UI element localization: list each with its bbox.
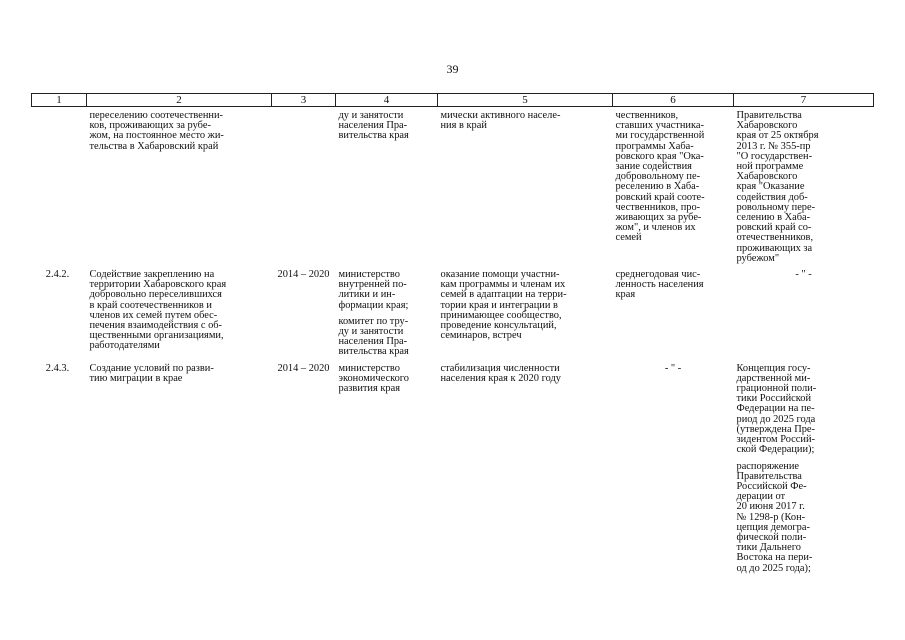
cell-text-line: семей в адаптации на терри-: [440, 289, 567, 301]
table-cell: [336, 107, 438, 265]
cell-paragraph: [90, 111, 269, 152]
table-cell: [87, 358, 272, 574]
table-cell: [438, 107, 613, 265]
cell-text-line: Создание условий по разви-: [89, 362, 214, 374]
cell-text-line: грационной поли-: [736, 383, 817, 395]
cell-text-line: ровский край сооте-: [615, 191, 705, 203]
cell-paragraph: [339, 270, 435, 311]
cell-text-line: населения Пра-: [338, 336, 408, 348]
cell-paragraph: [90, 270, 269, 352]
cell-text-line: министерство: [338, 269, 400, 281]
cell-text-line: края "Оказание: [736, 181, 805, 193]
table-cell: [336, 358, 438, 574]
cell-text-line: - " -: [664, 362, 682, 374]
cell-paragraph: [737, 462, 871, 574]
cell-text-line: министерство: [338, 362, 400, 374]
cell-text-line: № 1298-р (Кон-: [736, 511, 806, 523]
cell-text-line: ставших участника-: [615, 120, 704, 132]
cell-text-line: цепция демогра-: [736, 521, 810, 533]
table-cell: [613, 264, 734, 358]
cell-text-line: края от 25 октября: [736, 130, 819, 142]
cell-text-line: Правительства: [736, 470, 802, 482]
table-cell: [32, 358, 87, 574]
table-cell: [87, 264, 272, 358]
cell-text-line: ду и занятости: [338, 326, 404, 338]
cell-text-line: Востока на пери-: [736, 552, 813, 564]
cell-text-line: ми государственной: [615, 130, 705, 142]
cell-paragraph: [616, 270, 731, 301]
cell-text-line: семинаров, встреч: [440, 330, 522, 342]
cell-text-line: - " -: [795, 269, 812, 281]
cell-text-line: ния в край: [440, 120, 487, 132]
table-cell: [32, 264, 87, 358]
cell-text-line: Хабаровского: [736, 171, 798, 183]
cell-text-line: жом, на постоянное место жи-: [89, 130, 224, 142]
table-cell: [272, 107, 336, 265]
cell-text-line: добровольному пе-: [615, 171, 701, 183]
cell-text: 2014 – 2020: [277, 269, 330, 281]
cell-paragraph: [737, 364, 871, 456]
cell-text-line: населения Пра-: [338, 120, 408, 132]
column-header: 3: [272, 94, 336, 107]
header-row: [32, 94, 874, 107]
cell-text-line: тики Российской: [736, 393, 812, 405]
cell-text-line: дерации от: [736, 491, 786, 503]
cell-text-line: селению в Хаба-: [736, 212, 811, 224]
table-cell: [272, 358, 336, 574]
cell-text-line: Концепция госу-: [736, 362, 811, 374]
cell-text-line: ков, проживающих за рубе-: [89, 120, 211, 132]
table-row: [32, 107, 874, 265]
cell-text-line: формации края;: [338, 299, 409, 311]
cell-text-line: отечественников,: [736, 232, 814, 244]
cell-text-line: од до 2025 года);: [736, 562, 811, 574]
cell-text-line: зание содействия: [615, 161, 692, 173]
cell-text-line: 2013 г. № 355-пр: [736, 140, 811, 152]
cell-text-line: зидентом Россий-: [736, 434, 815, 446]
cell-text-line: стабилизация численности: [440, 362, 560, 374]
column-header: 6: [613, 94, 734, 107]
cell-text-line: тории края и интеграции в: [440, 299, 558, 311]
cell-text: 2.4.2.: [45, 269, 70, 281]
table-cell: [272, 264, 336, 358]
column-header: 2: [87, 94, 272, 107]
cell-text-line: развития края: [338, 383, 400, 395]
page-number: 39: [446, 62, 459, 76]
measures-table: [31, 93, 874, 574]
cell-text-line: проживающих за: [736, 242, 813, 254]
cell-text-line: распоряжение: [736, 460, 800, 472]
cell-paragraph: [441, 364, 610, 384]
cell-paragraph: [339, 111, 435, 142]
cell-text-line: оказание помощи участни-: [440, 269, 560, 281]
cell-text-line: ной программе: [736, 161, 804, 173]
table-cell: [336, 264, 438, 358]
cell-text-line: содействия доб-: [736, 191, 808, 203]
cell-text-line: Правительства: [736, 110, 802, 121]
cell-text-line: тельства в Хабаровский край: [89, 140, 219, 152]
cell-text-line: мически активного населе-: [440, 110, 561, 121]
table-cell: [87, 107, 272, 265]
cell-text-line: дарственной ми-: [736, 372, 811, 384]
cell-paragraph: [737, 111, 871, 264]
cell-text-line: принимающее сообщество,: [440, 309, 562, 321]
cell-text: 2014 – 2020: [277, 362, 330, 374]
cell-text-line: "О государствен-: [736, 150, 813, 162]
cell-text-line: кам программы и членам их: [440, 279, 566, 291]
cell-paragraph: [441, 111, 610, 131]
column-header: 7: [734, 94, 874, 107]
cell-text-line: 20 июня 2017 г.: [736, 501, 805, 513]
cell-text-line: работодателями: [89, 340, 160, 352]
cell-text-line: чественников, про-: [615, 201, 701, 213]
cell-text-line: комитет по тру-: [338, 315, 409, 327]
cell-text-line: тию миграции в крае: [89, 372, 183, 384]
cell-paragraph: [339, 317, 435, 358]
cell-paragraph: [616, 364, 731, 374]
table-cell: [32, 107, 87, 265]
cell-text-line: реселению в Хаба-: [615, 181, 700, 193]
cell-text-line: печения взаимодействия с об-: [89, 320, 223, 332]
cell-text-line: экономического: [338, 372, 409, 384]
cell-text-line: фической поли-: [736, 531, 807, 543]
cell-text: 2.4.3.: [45, 362, 70, 374]
table-cell: [734, 264, 874, 358]
cell-text-line: щественными организациями,: [89, 330, 224, 342]
cell-text-line: литики и ин-: [338, 289, 396, 301]
table-cell: [438, 358, 613, 574]
cell-text-line: внутренней по-: [338, 279, 407, 291]
cell-text-line: Российской Фе-: [736, 480, 807, 492]
table-cell: [613, 358, 734, 574]
cell-text-line: тики Дальнего: [736, 542, 801, 554]
cell-text-line: Содействие закреплению на: [89, 269, 215, 281]
cell-text-line: добровольно переселившихся: [89, 289, 222, 301]
table-cell: [734, 358, 874, 574]
cell-text-line: края: [615, 289, 636, 301]
cell-paragraph: [616, 111, 731, 244]
cell-paragraph: [441, 270, 610, 341]
cell-text-line: семей: [615, 232, 642, 244]
cell-text-line: ровского края "Ока-: [615, 150, 704, 162]
table-row: [32, 264, 874, 358]
cell-text-line: чественников,: [615, 110, 679, 121]
cell-text-line: ленность населения: [615, 279, 704, 291]
cell-text-line: вительства края: [338, 346, 409, 358]
cell-text-line: программы Хаба-: [615, 140, 694, 152]
cell-text-line: рубежом": [736, 252, 780, 264]
cell-paragraph: [90, 364, 269, 384]
table-cell: [613, 107, 734, 265]
cell-text-line: среднегодовая чис-: [615, 269, 701, 281]
column-header: 4: [336, 94, 438, 107]
cell-text-line: Федерации на пе-: [736, 403, 815, 415]
table-cell: [438, 264, 613, 358]
cell-text-line: (утверждена Пре-: [736, 423, 815, 435]
cell-text-line: в край соотечественников и: [89, 299, 212, 311]
cell-text-line: ровский край со-: [736, 222, 812, 234]
cell-text-line: вительства края: [338, 130, 409, 142]
cell-text-line: жом", и членов их: [615, 222, 696, 234]
cell-text-line: ровольному пере-: [736, 201, 816, 213]
cell-text-line: ду и занятости: [338, 110, 404, 121]
cell-text-line: проведение консультаций,: [440, 320, 557, 332]
cell-text-line: риод до 2025 года: [736, 413, 816, 425]
cell-text-line: ской Федерации);: [736, 444, 815, 456]
table-cell: [734, 107, 874, 265]
cell-text-line: членов их семей путем обес-: [89, 309, 218, 321]
cell-text-line: территории Хабаровского края: [89, 279, 227, 291]
cell-text-line: переселению соотечественни-: [89, 110, 223, 121]
cell-paragraph: [737, 270, 871, 280]
column-header: 5: [438, 94, 613, 107]
table-row: [32, 358, 874, 574]
cell-text-line: населения края к 2020 году: [440, 372, 561, 384]
cell-text-line: Хабаровского: [736, 120, 798, 132]
cell-paragraph: [339, 364, 435, 395]
cell-text-line: живающих за рубе-: [615, 212, 702, 224]
column-header: 1: [32, 94, 87, 107]
